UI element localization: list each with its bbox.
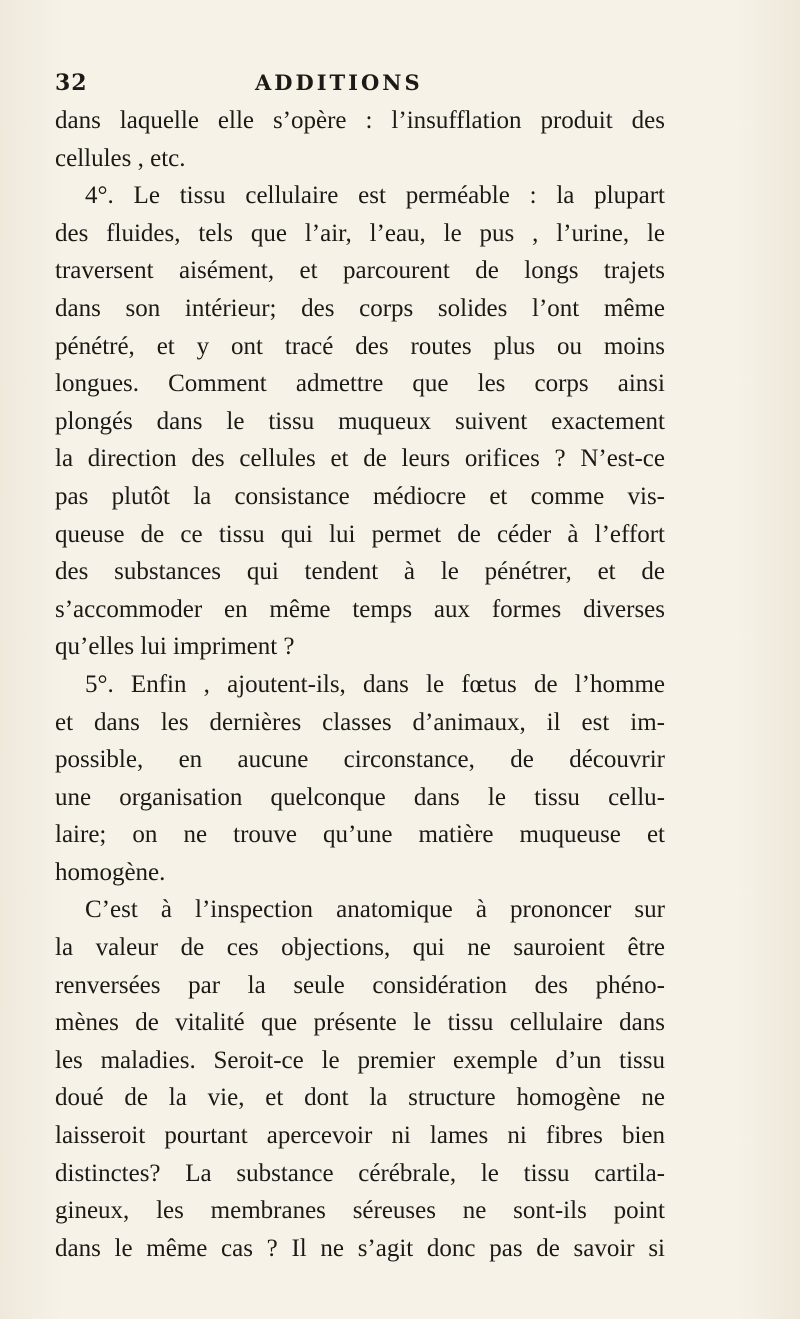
text-line: dans son intérieur; des corps solides l’ont même (55, 294, 665, 322)
text-line: distinctes? La substance cérébrale, le tissu cartila- (55, 1159, 665, 1187)
page-header (55, 70, 655, 100)
text-line: longues. Comment admettre que les corps ainsi (55, 370, 665, 398)
text-line: 5°. Enfin , ajoutent-ils, dans le fœtus de l’homme (85, 670, 665, 698)
text-line: queuse de ce tissu qui lui permet de céder à l’effort (55, 520, 665, 548)
text-line: pas plutôt la consistance médiocre et comme vis- (55, 482, 665, 510)
text-line: des substances qui tendent à le pénétrer, et de (55, 558, 665, 586)
text-line: et dans les dernières classes d’animaux, il est im- (55, 708, 665, 736)
text-line: laisseroit pourtant apercevoir ni lames ni fibres bien (55, 1122, 665, 1150)
text-line: des fluides, tels que l’air, l’eau, le pus , l’urine, le (55, 219, 665, 247)
running-head: ADDITIONS (255, 70, 423, 95)
body-text (55, 102, 665, 1267)
text-line: gineux, les membranes séreuses ne sont-ils point (55, 1197, 665, 1225)
text-line: homogène. (55, 858, 166, 886)
text-line: cellules , etc. (55, 144, 186, 172)
text-line: la direction des cellules et de leurs orifices ? N’est-ce (55, 445, 665, 473)
text-line: pénétré, et y ont tracé des routes plus ou moins (55, 332, 665, 360)
text-line: laire; on ne trouve qu’une matière muqueuse et (55, 821, 665, 849)
text-line: les maladies. Seroit-ce le premier exemple d’un tissu (55, 1046, 665, 1074)
text-line: la valeur de ces objections, qui ne sauroient être (55, 934, 665, 962)
text-line: 4°. Le tissu cellulaire est perméable : la plupart (85, 182, 665, 210)
text-line: traversent aisément, et parcourent de longs trajets (55, 257, 665, 285)
text-line: plongés dans le tissu muqueux suivent exactement (55, 407, 665, 435)
text-line: une organisation quelconque dans le tissu cellu- (55, 783, 665, 811)
text-line: dans le même cas ? Il ne s’agit donc pas de savoir si (55, 1234, 665, 1262)
text-line: doué de la vie, et dont la structure homogène ne (55, 1084, 665, 1112)
text-line: possible, en aucune circonstance, de découvrir (55, 746, 665, 774)
text-line: s’accommoder en même temps aux formes diverses (55, 595, 665, 623)
page-number: 32 (55, 70, 88, 96)
text-line: renversées par la seule considération des phéno- (55, 971, 665, 999)
text-line: C’est à l’inspection anatomique à prononcer sur (85, 896, 665, 924)
text-line: qu’elles lui impriment ? (55, 633, 295, 661)
text-line: mènes de vitalité que présente le tissu cellulaire dans (55, 1009, 665, 1037)
text-line: dans laquelle elle s’opère : l’insufflation produit des (55, 107, 665, 134)
